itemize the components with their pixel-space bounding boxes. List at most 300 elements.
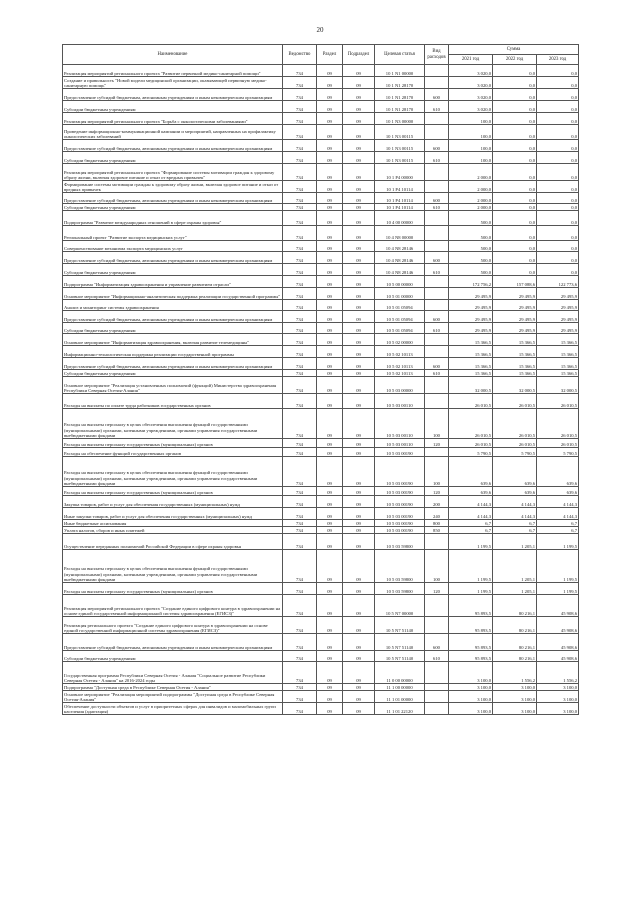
- row-2023: 0,0: [537, 252, 579, 264]
- row-dept: 734: [283, 439, 317, 448]
- row-subsection: 09: [343, 204, 375, 211]
- row-target: 10 1 P4 00000: [375, 164, 425, 181]
- row-dept: 734: [283, 520, 317, 527]
- row-subsection: 09: [343, 125, 375, 140]
- row-exp-type: [425, 595, 449, 617]
- row-2023: 0,0: [537, 181, 579, 193]
- row-target: 10 1 N1 00000: [375, 65, 425, 77]
- table-row: [63, 662, 579, 684]
- row-target: 10 5 03 00190: [375, 508, 425, 520]
- row-name: Создание и правильность "Новой модели медицинской организации, оказывающей первичную медико-санитарную помощь": [63, 77, 283, 89]
- row-dept: 734: [283, 204, 317, 211]
- row-subsection: 09: [343, 527, 375, 534]
- row-section: 09: [317, 125, 343, 140]
- header-subsection: Подраздел: [343, 45, 375, 65]
- row-target: 11 1 00 00000: [375, 684, 425, 691]
- row-section: 09: [317, 634, 343, 651]
- row-exp-type: 100: [425, 457, 449, 487]
- table-row: [63, 181, 579, 193]
- row-2021: 3 100,0: [449, 684, 493, 691]
- row-dept: 734: [283, 241, 317, 252]
- row-target: 10 1 N3 00115: [375, 140, 425, 152]
- row-subsection: 09: [343, 634, 375, 651]
- row-dept: 734: [283, 583, 317, 595]
- row-target: 10 5 01 00000: [375, 288, 425, 300]
- row-name: Подпрограмма "Развитие международных отношений в сфере охраны здоровья": [63, 211, 283, 226]
- row-2021: 500,0: [449, 211, 493, 226]
- row-2021: 500,0: [449, 252, 493, 264]
- row-subsection: 09: [343, 241, 375, 252]
- row-subsection: 09: [343, 691, 375, 703]
- row-section: 09: [317, 288, 343, 300]
- row-2022: 29 495,9: [493, 311, 537, 323]
- table-row: [63, 487, 579, 496]
- row-2023: 26 010,5: [537, 439, 579, 448]
- row-2023: 0,0: [537, 125, 579, 140]
- row-dept: 734: [283, 89, 317, 101]
- table-row: [63, 125, 579, 140]
- row-name: Подпрограмма "Доступная среда в Республике Северная Осетия - Алания": [63, 684, 283, 691]
- row-dept: 734: [283, 358, 317, 370]
- row-section: 09: [317, 164, 343, 181]
- row-name: Предоставление субсидий бюджетным, автономным учреждениям и иным некоммерческим организациям: [63, 634, 283, 651]
- row-section: 09: [317, 550, 343, 583]
- row-section: 09: [317, 703, 343, 715]
- row-2021: 26 010,5: [449, 439, 493, 448]
- row-2021: 2 000,0: [449, 164, 493, 181]
- row-exp-type: [425, 617, 449, 634]
- row-name: Предоставление субсидий бюджетным, автономным учреждениям и иным некоммерческим организациям: [63, 89, 283, 101]
- row-2023: 32 000,5: [537, 377, 579, 394]
- row-2022: 29 495,9: [493, 323, 537, 334]
- row-exp-type: [425, 334, 449, 346]
- table-row: [63, 370, 579, 377]
- row-subsection: 09: [343, 457, 375, 487]
- table-row: [63, 496, 579, 508]
- row-section: 09: [317, 496, 343, 508]
- row-section: 09: [317, 487, 343, 496]
- row-section: 09: [317, 617, 343, 634]
- table-row: [63, 346, 579, 358]
- row-name: Предоставление субсидий бюджетным, автономным учреждениям и иным некоммерческим организациям: [63, 311, 283, 323]
- row-exp-type: 200: [425, 496, 449, 508]
- row-section: 09: [317, 534, 343, 550]
- row-2021: 29 495,9: [449, 323, 493, 334]
- row-subsection: 09: [343, 617, 375, 634]
- row-exp-type: [425, 125, 449, 140]
- row-exp-type: 610: [425, 370, 449, 377]
- header-year-2022: 2022 год: [493, 55, 537, 65]
- row-subsection: 09: [343, 439, 375, 448]
- row-subsection: 09: [343, 534, 375, 550]
- row-2023: 1 199,5: [537, 583, 579, 595]
- row-section: 09: [317, 377, 343, 394]
- table-row: [63, 439, 579, 448]
- row-dept: 734: [283, 346, 317, 358]
- row-2022: 0,0: [493, 65, 537, 77]
- row-2023: 15 366,5: [537, 370, 579, 377]
- table-row: [63, 164, 579, 181]
- row-section: 09: [317, 358, 343, 370]
- row-2023: 45 908,6: [537, 595, 579, 617]
- header-section: Раздел: [317, 45, 343, 65]
- row-2021: 100,0: [449, 152, 493, 164]
- row-2023: 3 100,0: [537, 684, 579, 691]
- row-target: 10 5 03 00190: [375, 448, 425, 457]
- row-2021: 15 366,5: [449, 346, 493, 358]
- row-exp-type: 100: [425, 409, 449, 439]
- row-dept: 734: [283, 288, 317, 300]
- table-row: [63, 457, 579, 487]
- row-exp-type: [425, 77, 449, 89]
- row-2022: 3 100,0: [493, 684, 537, 691]
- row-dept: 734: [283, 394, 317, 409]
- row-2022: 15 366,5: [493, 358, 537, 370]
- row-name: Расходы на выплаты персоналу государственных (муниципальных) органов: [63, 487, 283, 496]
- row-target: 10 5 03 00110: [375, 409, 425, 439]
- table-row: [63, 534, 579, 550]
- row-subsection: 09: [343, 276, 375, 288]
- row-exp-type: 610: [425, 101, 449, 113]
- row-subsection: 09: [343, 703, 375, 715]
- row-exp-type: [425, 65, 449, 77]
- row-2022: 0,0: [493, 89, 537, 101]
- table-row: [63, 300, 579, 311]
- row-target: 10 1 N3 00115: [375, 152, 425, 164]
- table-row: [63, 703, 579, 715]
- table-row: [63, 394, 579, 409]
- row-dept: 734: [283, 311, 317, 323]
- table-row: [63, 241, 579, 252]
- row-target: 10 5 02 10113: [375, 358, 425, 370]
- row-2023: 0,0: [537, 65, 579, 77]
- row-exp-type: 120: [425, 439, 449, 448]
- row-target: 10 5 N7 51140: [375, 651, 425, 662]
- row-name: Государственная программа Республики Северная Осетия - Алания "Социальное развитие Республики Северная Осетия - Алания" на 2016-2024 годы: [63, 662, 283, 684]
- row-exp-type: [425, 181, 449, 193]
- row-section: 09: [317, 595, 343, 617]
- row-target: 10 1 N1 28170: [375, 101, 425, 113]
- table-row: [63, 252, 579, 264]
- row-dept: 734: [283, 496, 317, 508]
- row-target: 10 5 N7 51140: [375, 634, 425, 651]
- row-2023: 45 908,6: [537, 617, 579, 634]
- row-2021: 4 144,3: [449, 508, 493, 520]
- table-row: [63, 65, 579, 77]
- row-dept: 734: [283, 77, 317, 89]
- row-name: Предоставление субсидий бюджетным, автономным учреждениям и иным некоммерческим организациям: [63, 252, 283, 264]
- row-section: 09: [317, 276, 343, 288]
- row-2022: 639,6: [493, 487, 537, 496]
- row-dept: 734: [283, 691, 317, 703]
- row-2021: 32 000,5: [449, 377, 493, 394]
- row-2021: 95 893,5: [449, 595, 493, 617]
- row-exp-type: [425, 211, 449, 226]
- row-section: 09: [317, 439, 343, 448]
- table-row: [63, 101, 579, 113]
- row-name: Расходы на выплаты персоналу в целях обеспечения выполнения функций государственными (муниципальными) органами, казенными учреждениями, органами управления государственными внебюджетными фондами: [63, 409, 283, 439]
- row-exp-type: [425, 448, 449, 457]
- row-name: Реализация регионального проекта "Создание единого цифрового контура в здравоохранении на основе единой государственной информационной системы здравоохранения (ЕГИСЗ)": [63, 617, 283, 634]
- table-row: [63, 113, 579, 125]
- row-section: 09: [317, 346, 343, 358]
- row-exp-type: [425, 226, 449, 241]
- row-name: Субсидии бюджетным учреждениям: [63, 152, 283, 164]
- row-2022: 26 010,5: [493, 439, 537, 448]
- row-2021: 5 790,5: [449, 448, 493, 457]
- row-name: Проведение информационно-коммуникационной кампании и мероприятий, направленных на профилактику онкологических заболеваний: [63, 125, 283, 140]
- row-2021: 26 010,5: [449, 394, 493, 409]
- row-2022: 157 088,6: [493, 276, 537, 288]
- row-2022: 0,0: [493, 226, 537, 241]
- row-2022: 80 216,1: [493, 634, 537, 651]
- row-2023: 4 144,3: [537, 496, 579, 508]
- row-section: 09: [317, 252, 343, 264]
- row-2021: 95 893,5: [449, 634, 493, 651]
- row-2022: 26 010,5: [493, 394, 537, 409]
- row-2023: 29 495,9: [537, 288, 579, 300]
- row-exp-type: [425, 377, 449, 394]
- row-subsection: 09: [343, 394, 375, 409]
- row-target: 11 1 01 22120: [375, 703, 425, 715]
- row-dept: 734: [283, 65, 317, 77]
- row-2023: 0,0: [537, 264, 579, 276]
- row-2023: 29 495,9: [537, 323, 579, 334]
- table-row: [63, 358, 579, 370]
- row-section: 09: [317, 370, 343, 377]
- row-2022: 6,7: [493, 527, 537, 534]
- row-exp-type: [425, 241, 449, 252]
- row-name: Формирование системы мотивации граждан к здоровому образу жизни, включая здоровое питание и отказ от вредных привычек: [63, 181, 283, 193]
- table-row: [63, 276, 579, 288]
- row-subsection: 09: [343, 583, 375, 595]
- row-subsection: 09: [343, 264, 375, 276]
- row-2022: 1 205,1: [493, 550, 537, 583]
- row-exp-type: [425, 164, 449, 181]
- row-dept: 734: [283, 181, 317, 193]
- row-2023: 45 908,6: [537, 634, 579, 651]
- row-2021: 15 366,5: [449, 334, 493, 346]
- row-name: Закупка товаров, работ и услуг для обеспечения государственных (муниципальных) нужд: [63, 496, 283, 508]
- row-exp-type: 120: [425, 583, 449, 595]
- row-target: 10 5 03 00110: [375, 439, 425, 448]
- row-2022: 0,0: [493, 113, 537, 125]
- row-name: Основное мероприятие "Реализация установленных полномочий (функций) Министерства здравоохранения Республики Северная Осетия-Алания": [63, 377, 283, 394]
- row-name: Субсидии бюджетным учреждениям: [63, 101, 283, 113]
- row-target: 10 1 N3 00115: [375, 125, 425, 140]
- row-section: 09: [317, 77, 343, 89]
- row-2023: 15 366,5: [537, 358, 579, 370]
- row-dept: 734: [283, 617, 317, 634]
- row-exp-type: 850: [425, 527, 449, 534]
- row-exp-type: 610: [425, 264, 449, 276]
- row-dept: 734: [283, 409, 317, 439]
- row-dept: 734: [283, 377, 317, 394]
- row-name: Субсидии бюджетным учреждениям: [63, 370, 283, 377]
- header-name: Наименование: [63, 45, 283, 65]
- row-2023: 0,0: [537, 152, 579, 164]
- row-target: 10 4 N8 28146: [375, 241, 425, 252]
- row-subsection: 09: [343, 323, 375, 334]
- row-2023: 0,0: [537, 77, 579, 89]
- table-body: [63, 65, 579, 715]
- row-2022: 0,0: [493, 152, 537, 164]
- row-2021: 639,6: [449, 487, 493, 496]
- row-subsection: 09: [343, 152, 375, 164]
- row-exp-type: [425, 300, 449, 311]
- row-name: Расходы на выплаты персоналу государственных (муниципальных) органов: [63, 439, 283, 448]
- row-2021: 500,0: [449, 264, 493, 276]
- row-2022: 80 216,1: [493, 651, 537, 662]
- row-2022: 29 495,9: [493, 288, 537, 300]
- row-section: 09: [317, 193, 343, 204]
- row-2021: 15 366,5: [449, 370, 493, 377]
- row-dept: 734: [283, 140, 317, 152]
- row-exp-type: [425, 276, 449, 288]
- row-2021: 100,0: [449, 113, 493, 125]
- row-2021: 3 020,0: [449, 65, 493, 77]
- row-target: 10 5 01 05094: [375, 311, 425, 323]
- row-2021: 639,6: [449, 457, 493, 487]
- row-2023: 0,0: [537, 140, 579, 152]
- row-section: 09: [317, 89, 343, 101]
- budget-table: [62, 44, 579, 715]
- row-dept: 734: [283, 164, 317, 181]
- table-row: [63, 89, 579, 101]
- row-exp-type: 610: [425, 204, 449, 211]
- row-target: 10 1 P4 10114: [375, 181, 425, 193]
- row-section: 09: [317, 101, 343, 113]
- row-section: 09: [317, 448, 343, 457]
- row-subsection: 09: [343, 508, 375, 520]
- row-section: 09: [317, 65, 343, 77]
- row-target: 11 1 01 00000: [375, 691, 425, 703]
- table-row: [63, 152, 579, 164]
- row-2021: 29 495,9: [449, 300, 493, 311]
- row-target: 10 5 01 05094: [375, 323, 425, 334]
- row-target: 10 5 N7 00000: [375, 595, 425, 617]
- row-exp-type: [425, 703, 449, 715]
- row-dept: 734: [283, 101, 317, 113]
- row-2022: 0,0: [493, 125, 537, 140]
- row-section: 09: [317, 204, 343, 211]
- row-target: 10 5 03 00000: [375, 377, 425, 394]
- row-2022: 0,0: [493, 193, 537, 204]
- row-section: 09: [317, 583, 343, 595]
- row-target: 10 4 N8 00000: [375, 226, 425, 241]
- table-row: [63, 684, 579, 691]
- row-2022: 4 144,3: [493, 496, 537, 508]
- row-2022: 1 205,1: [493, 534, 537, 550]
- row-exp-type: [425, 113, 449, 125]
- row-exp-type: 600: [425, 634, 449, 651]
- row-section: 09: [317, 211, 343, 226]
- row-subsection: 09: [343, 101, 375, 113]
- row-dept: 734: [283, 300, 317, 311]
- row-name: Анализ и мониторинг системы здравоохранения: [63, 300, 283, 311]
- row-2023: 0,0: [537, 164, 579, 181]
- row-target: 10 1 N3 00000: [375, 113, 425, 125]
- row-target: 10 5 03 59800: [375, 550, 425, 583]
- row-dept: 734: [283, 487, 317, 496]
- row-2022: 1 205,1: [493, 583, 537, 595]
- row-section: 09: [317, 311, 343, 323]
- row-target: 10 5 03 00190: [375, 496, 425, 508]
- row-2023: 0,0: [537, 204, 579, 211]
- row-dept: 734: [283, 508, 317, 520]
- row-target: 10 5 03 00190: [375, 520, 425, 527]
- row-2021: 3 020,0: [449, 89, 493, 101]
- row-2022: 1 556,2: [493, 662, 537, 684]
- row-2021: 26 010,5: [449, 409, 493, 439]
- row-subsection: 09: [343, 311, 375, 323]
- row-subsection: 09: [343, 487, 375, 496]
- row-subsection: 09: [343, 77, 375, 89]
- row-2022: 32 000,5: [493, 377, 537, 394]
- row-dept: 734: [283, 276, 317, 288]
- row-exp-type: 600: [425, 89, 449, 101]
- row-2021: 3 020,0: [449, 101, 493, 113]
- row-2021: 95 893,5: [449, 651, 493, 662]
- table-row: [63, 617, 579, 634]
- row-section: 09: [317, 508, 343, 520]
- row-subsection: 09: [343, 164, 375, 181]
- row-subsection: 09: [343, 377, 375, 394]
- row-2023: 15 366,5: [537, 334, 579, 346]
- row-dept: 734: [283, 113, 317, 125]
- row-exp-type: [425, 691, 449, 703]
- row-section: 09: [317, 300, 343, 311]
- row-dept: 734: [283, 252, 317, 264]
- row-2022: 0,0: [493, 77, 537, 89]
- table-row: [63, 323, 579, 334]
- row-dept: 734: [283, 226, 317, 241]
- header-dept: Ведомство: [283, 45, 317, 65]
- row-2023: 1 199,5: [537, 550, 579, 583]
- header-sum: Сумма: [449, 45, 579, 55]
- row-name: Обеспечение доступности объектов и услуг в приоритетных сферах для инвалидов и маломобильных групп населения (адаптация): [63, 703, 283, 715]
- row-exp-type: 240: [425, 508, 449, 520]
- row-target: 10 4 00 00000: [375, 211, 425, 226]
- row-subsection: 09: [343, 595, 375, 617]
- row-section: 09: [317, 140, 343, 152]
- row-name: Информационно-технологическая поддержка реализации государственной программы: [63, 346, 283, 358]
- row-exp-type: [425, 662, 449, 684]
- row-2021: 2 000,0: [449, 193, 493, 204]
- row-2021: 3 100,0: [449, 703, 493, 715]
- row-subsection: 09: [343, 211, 375, 226]
- row-target: 10 1 P4 10114: [375, 193, 425, 204]
- row-target: 10 5 03 00190: [375, 487, 425, 496]
- row-2023: 26 010,5: [537, 394, 579, 409]
- row-2021: 100,0: [449, 125, 493, 140]
- row-target: 10 5 02 10113: [375, 370, 425, 377]
- table-row: [63, 377, 579, 394]
- row-section: 09: [317, 520, 343, 527]
- row-name: Основное мероприятие "Реализация мероприятий подпрограммы "Доступная среда в Республике Северная Осетия-Алания": [63, 691, 283, 703]
- row-2022: 0,0: [493, 241, 537, 252]
- row-2023: 0,0: [537, 113, 579, 125]
- row-name: Расходы на обеспечение функций государственных органов: [63, 448, 283, 457]
- row-name: Субсидии бюджетным учреждениям: [63, 264, 283, 276]
- row-section: 09: [317, 323, 343, 334]
- row-name: Субсидии бюджетным учреждениям: [63, 323, 283, 334]
- row-dept: 734: [283, 370, 317, 377]
- row-name: Осуществление переданных полномочий Российской Федерации в сфере охраны здоровья: [63, 534, 283, 550]
- row-subsection: 09: [343, 140, 375, 152]
- row-dept: 734: [283, 527, 317, 534]
- table-row: [63, 583, 579, 595]
